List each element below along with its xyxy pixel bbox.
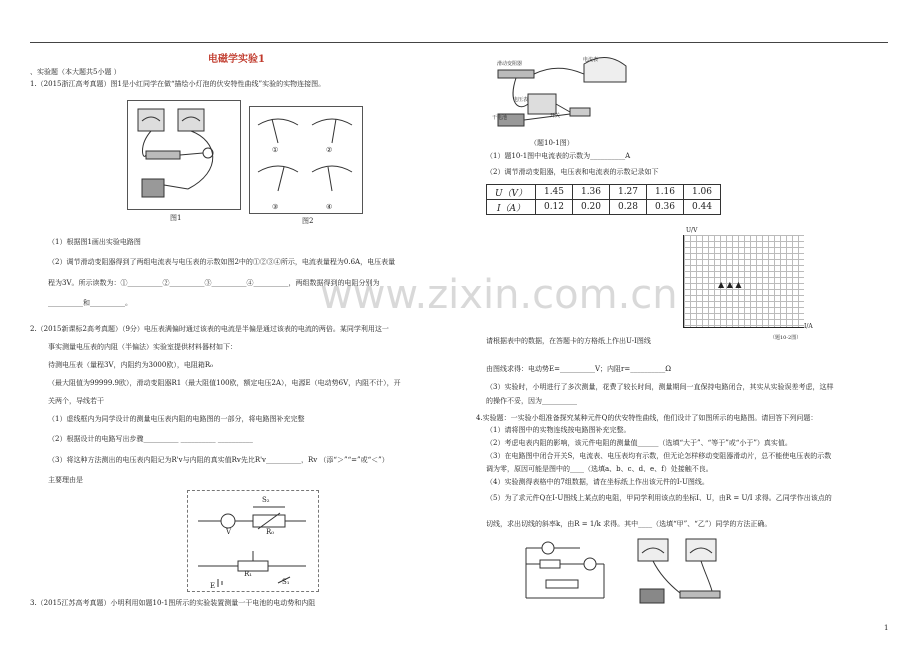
- table-cell: 1.45: [536, 185, 573, 200]
- q2-label-v: V: [226, 528, 232, 536]
- q3-label-voltmeter: 电压表: [513, 97, 529, 103]
- q2-part1: （1）虚线框内为同学设计的测量电压表内阻的电路图的一部分，将电路图补充完整: [48, 415, 305, 423]
- table-cell: 0.36: [647, 200, 684, 215]
- q2-part3: （3）将这种方法测出的电压表内阻记为R'v与内阻的真实值Rv先比R'v__________，Rv （添“＞”“=”或“＜”）: [48, 456, 389, 464]
- q3-part2: （2）调节滑动变阻器，电压表和电流表的示数记录如下: [486, 168, 659, 176]
- q4-part1: （1）请将图中的实物连线按电路图补充完整。: [486, 426, 631, 434]
- q3-line1: 3.（2015江苏高考真题）小明利用如题10-1图所示的实验装置测量一干电池的电动势和内阻: [30, 599, 316, 607]
- q3-label-ammeter: 电流表: [583, 57, 599, 63]
- q1-part2-line1: （2）调节滑动变阻器得到了两组电流表与电压表的示数如图2中的①②③④所示，电流表量程为0.6A，电压表量: [48, 258, 396, 266]
- q3-part1: （1）题10-1图中电流表的示数为__________A: [486, 152, 631, 160]
- table-cell: I（A）: [487, 200, 536, 215]
- q4-part5-line2: 切线，求出切线的斜率k，由R = 1/k 求得。其中____（选填“甲”、“乙”）同学的方法正确。: [486, 520, 772, 528]
- header-rule: [30, 42, 888, 43]
- q2-line1: 2.（2015新课标2高考真题）（9分）电压表满偏时通过该表的电流是半偏是通过该表的电流的两倍。某同学利用这一: [30, 325, 389, 333]
- table-cell: 1.16: [647, 185, 684, 200]
- q2-line5: 关两个，导线若干: [48, 397, 104, 405]
- q4-apparatus-drawing: [620, 535, 740, 611]
- q4-circuit: [520, 538, 610, 610]
- q2-circuit-frame: [187, 490, 319, 592]
- dials-drawing: [250, 107, 362, 213]
- q3-part3-line2: 的操作不妥，因为__________: [486, 397, 577, 405]
- page-number: 1: [884, 624, 889, 632]
- q2-part2: （2）根据设计的电路写出步骤__________ __________ __________: [48, 435, 253, 443]
- table-cell: 0.12: [536, 200, 573, 215]
- q2-line4: （最大阻值为99999.9欧），滑动变阻器R1（最大阻值100欧，额定电压2A），电源E（电动势6V，内阻不计），开: [48, 379, 401, 387]
- q2-label-s2: S₂: [262, 496, 270, 504]
- q3-graph-caption: （题10-2图）: [770, 335, 802, 341]
- q2-line3: 待测电压表（量程3V，内阻约为3000欧），电阻箱R₀: [48, 361, 213, 369]
- q2-label-e: E: [210, 582, 216, 590]
- q2-label-s1: S₁: [282, 578, 290, 586]
- table-cell: 0.44: [684, 200, 721, 215]
- dial-label-3: ③: [272, 203, 279, 211]
- q4-part5-line1: （5）为了求元件Q在I-U图线上某点的电阻，甲同学利用该点的坐标I、U，由R = U/I 求得。乙同学作出该点的: [486, 494, 832, 502]
- q4-part3-line2: 调为零，原因可能是图中的____（选填a、b、c、d、e、f）处接触不良。: [486, 465, 713, 473]
- q4-circuit-drawing: [520, 538, 610, 610]
- table-cell: 0.20: [573, 200, 610, 215]
- q1-part1: （1）根据图1画出实验电路图: [48, 238, 141, 246]
- q3-part3-line1: （3）实验时，小明进行了多次测量，花费了较长时间，测量期间一直保持电路闭合，其实从实验误差考虑，这样: [486, 383, 834, 391]
- q1-part2-line3: __________和__________。: [48, 299, 132, 307]
- table-cell: 1.27: [610, 185, 647, 200]
- figure-1-apparatus: [127, 100, 241, 210]
- q3-figure-caption: （题10-1图）: [530, 139, 574, 147]
- q4-apparatus: [620, 535, 740, 611]
- q3-label-rheostat: 滑动变阻器: [497, 61, 523, 67]
- watermark: www.zixin.com.cn: [320, 272, 678, 318]
- figure-2-caption: 图2: [302, 217, 314, 225]
- q3-data-table: [486, 184, 721, 215]
- figure-2-dials: [249, 106, 363, 214]
- q3-label-switch: 开关: [550, 113, 561, 119]
- section-heading: 、实验题（本大题共5小题 ）: [30, 68, 121, 76]
- table-cell: 1.06: [684, 185, 721, 200]
- table-cell: U（V）: [487, 185, 536, 200]
- q3-axis-i: I/A: [804, 323, 813, 330]
- dial-label-4: ④: [326, 203, 333, 211]
- q3-axis-u: U/V: [686, 227, 698, 234]
- dial-label-2: ②: [326, 146, 333, 154]
- q2-circuit: [188, 491, 318, 591]
- page-title: 电磁学实验1: [208, 54, 265, 65]
- q2-reason: 主要理由是: [48, 476, 83, 484]
- q4-part2: （2）考虑电表内阻的影响，该元件电阻的测量值______（选填“大于”、“等于”或“小于”）真实值。: [486, 439, 792, 447]
- q1-text: 1.（2015浙江高考真题）图1是小红同学在做“描绘小灯泡的伏安特性曲线”实验的实物连接图。: [30, 80, 326, 88]
- table-row-u: [487, 185, 721, 200]
- q3-plot-instruction: 请根据表中的数据，在答题卡的方格纸上作出U-I图线: [486, 337, 651, 345]
- q1-part2-line2: 程为3V。所示读数为：①__________②__________③__________④__________，两组数据得到的电阻分别为: [48, 279, 380, 287]
- figure-1-caption: 图1: [170, 214, 182, 222]
- q3-graph-markers: ▲ ▲ ▲: [718, 280, 742, 289]
- q3-graph-paper: [683, 235, 804, 328]
- table-row-i: [487, 200, 721, 215]
- q2-line2: 事实测量电压表的内阻（半偏法）实验室提供材料器材如下：: [48, 343, 237, 351]
- table-cell: 1.36: [573, 185, 610, 200]
- q2-label-r1: R₁: [244, 570, 253, 578]
- table-cell: 0.28: [610, 200, 647, 215]
- q3-result: 由图线求得：电动势E=__________V；内阻r=__________Ω: [486, 365, 672, 373]
- q2-label-r0: R₀: [266, 528, 275, 536]
- apparatus-drawing: [128, 101, 240, 209]
- q3-label-battery: 干电池: [492, 115, 508, 121]
- q4-line1: 4.实验题：一实验小组准备探究某种元件Q的伏安特性曲线，他们设计了如图所示的电路图。请回答下列问题：: [476, 414, 818, 422]
- dial-label-1: ①: [272, 146, 279, 154]
- q4-part4: （4）实验测得表格中的7组数据，请在坐标纸上作出该元件的I-U图线。: [486, 478, 709, 486]
- q4-part3-line1: （3）在电路图中闭合开关S，电流表、电压表均有示数，但无论怎样移动变阻器滑动片，总不能使电压表的示数: [486, 452, 832, 460]
